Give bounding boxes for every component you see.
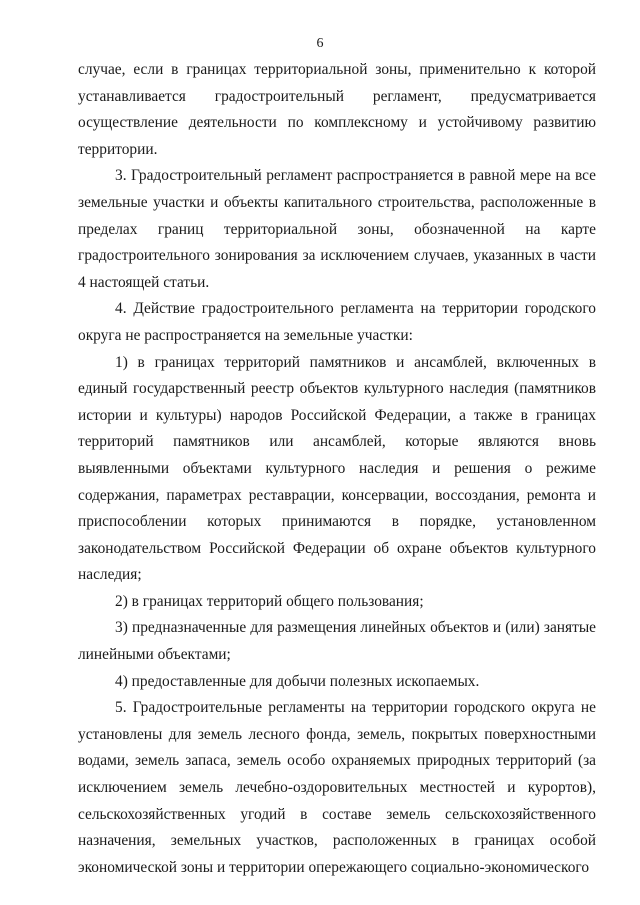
paragraph-item-3: 3) предназначенные для размещения линейных объектов и (или) занятые линейными объектами; [78,619,596,664]
paragraph-item-4: 4) предоставленные для добычи полезных ископаемых. [115,672,480,690]
paragraph-clause-5: 5. Градостроительные регламенты на территории городского округа не установлены для земель лесного фонда, земель, покрытых поверхностными водами, земель запаса, земель особо охраняемых природных территорий (за исключением земель лечебно-оздоровительных местностей и курортов), сельскохозяйственных угодий в составе земель сельскохозяйственного назначения, земельных участков, расположенных в границах особой экономической зоны и территории опережающего социально-экономического [78,699,596,876]
paragraph-item-2: 2) в границах территорий общего пользования; [115,592,424,610]
paragraph-clause-4: 4. Действие градостроительного регламента на территории городского округа не распространяется на земельные участки: [78,300,596,344]
paragraph-continuation: случае, если в границах территориальной зоны, применительно к которой устанавливается градостроительный регламент, предусматривается осуществление деятельности по комплексному и устойчивому развитию территории. [78,61,596,158]
paragraph-item-1: 1) в границах территорий памятников и ансамблей, включенных в единый государственный реестр объектов культурного наследия (памятников истории и культуры) народов Российской Федерации, а также в границах территорий памятников или ансамблей, которые являются вновь выявленными объектами культурного наследия и решения о режиме содержания, параметрах реставрации, консервации, воссоздания, ремонта и приспособлении которых принимаются в порядке, установленном законодательством Российской Федерации об охране объектов культурного наследия; [78,353,596,584]
document-body [78,57,596,881]
page-number: 6 [316,36,324,51]
paragraph-clause-3: 3. Градостроительный регламент распространяется в равной мере на все земельные участки и объекты капитального строительства, расположенные в пределах границ территориальной зоны, обозначенной на карте градостроительного зонирования за исключением случаев, указанных в части 4 настоящей статьи. [78,167,596,291]
